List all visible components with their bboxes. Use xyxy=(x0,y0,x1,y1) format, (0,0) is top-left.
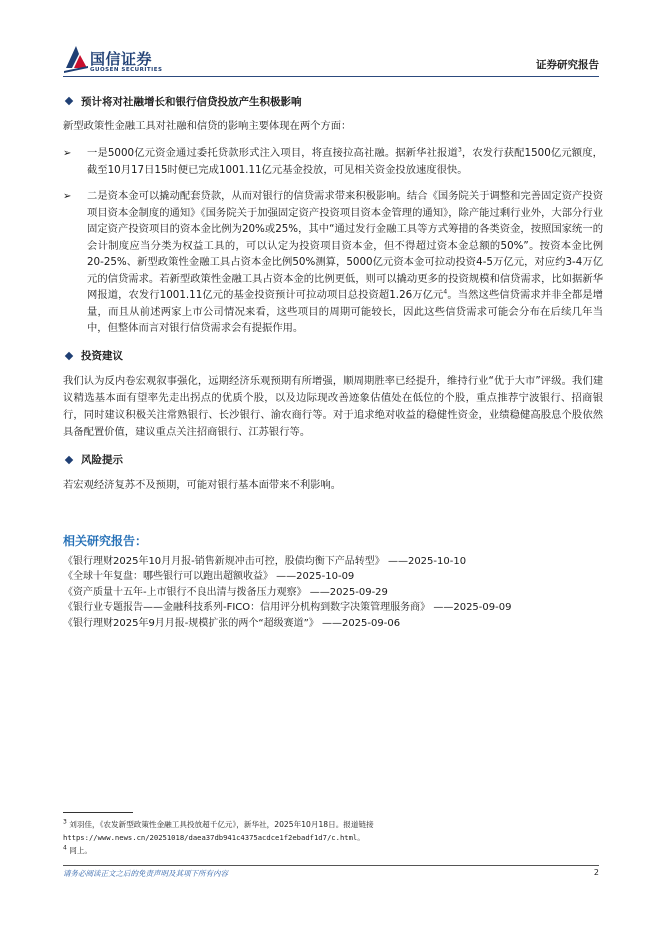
bullet-text: 二是资本金可以撬动配套贷款，从而对银行的信贷需求带来积极影响。结合《国务院关于调整和完善固定资产投资项目资本金制度的通知》《国务院关于加强固定资产投资项目资本金管理的通知》，除产能过剩行业外，大部分行业固定资产投资项目的资本金比例为20%或25%，其中“通过发行金融工具等方式筹措的各类资金，按照国家统一的会计制度应当分类为权益工具的，可以认定为投资项目资本金，但不得超过资本金总额的50%”。按资本金比例20-25%、新型政策性金融工具占资本金比例50%测算，5000亿元资本金可拉动投资4-5万亿元，对应约3-4万亿元的信贷需求。若新型政策性金融工具占资本金的比例更低，则可以撬动更多的投资规模和信贷需求，比如据新华网报道，农发行1001.11亿元的基金投资预计可拉动项目总投资超1.26万亿元$^4$。当然这些信贷需求并非全都是增量，而且从前述两家上市公司情况来看，这些项目的周期可能较长，因此这些信贷需求可能会分布在后续几年当中，但整体而言对银行信贷需求会有提振作用。 xyxy=(87,190,603,334)
related-reports-title: 相关研究报告： xyxy=(63,533,148,548)
related-report-link[interactable]: 《资产质量十五年-上市银行不良出清与拨备压力观察》 ——2025-09-29 xyxy=(63,586,388,598)
page-number: 2 xyxy=(593,868,599,877)
section-heading-impact xyxy=(63,92,603,110)
guosen-logo-icon xyxy=(63,42,89,74)
page-header xyxy=(0,0,662,82)
risk-warning-text: 若宏观经济复苏不及预期，可能对银行基本面带来不利影响。 xyxy=(63,478,342,491)
logo-text-cn: 国信证券 xyxy=(90,50,153,68)
list-item xyxy=(63,188,603,337)
investment-advice-text: 我们认为反内卷宏观叙事强化，远期经济乐观预期有所增强，顺周期胜率已经提升，维持行业“优于大市”评级。我们建议精选基本面有望率先走出拐点的优质个股，以及边际现改善迹象估值处在低位的个股，重点推荐宁波银行、招商银行，同时建议积极关注常熟银行、长沙银行、渝农商行等。对于追求绝对收益的稳健性资金，业绩稳健高股息个股依然具备配置价值，建议重点关注招商银行、江苏银行等。 xyxy=(63,374,603,438)
report-type-label: 证券研究报告 xyxy=(536,59,599,71)
section-heading-text: 投资建议 xyxy=(81,350,123,362)
footnote-url[interactable]: https://www.news.cn/20251018/daea37db941c4375acdce1f2ebadf1d7/c.html。 xyxy=(63,833,365,842)
footnote-4: $^4$ 同上。 xyxy=(63,844,93,855)
related-report-link[interactable]: 《银行理财2025年9月月报-规模扩张的两个“超级赛道”》 ——2025-09-06 xyxy=(63,617,401,629)
footnote-3: $^3$ 刘羽佳，《农发新型政策性金融工具投放超千亿元》，新华社，2025年10月18日。报道链接 xyxy=(63,818,374,829)
diamond-bullet-icon xyxy=(65,97,73,105)
section-heading-text: 风险提示 xyxy=(81,454,123,466)
related-report-link[interactable]: 《银行理财2025年10月月报-销售新规冲击可控，股债均衡下产品转型》 ——2025-10-10 xyxy=(63,555,467,567)
disclaimer-note: 请务必阅读正文之后的免责声明及其项下所有内容 xyxy=(63,869,228,878)
footnotes xyxy=(63,818,603,857)
related-report-link[interactable]: 《银行业专题报告——金融科技系列-FICO：信用评分机构到数字决策管理服务商》 ——2025-09-09 xyxy=(63,602,512,613)
diamond-bullet-icon xyxy=(65,455,73,463)
section-heading-risk xyxy=(63,451,603,469)
diamond-bullet-icon xyxy=(65,351,73,359)
section-heading-text: 预计将对社融增长和银行信贷投放产生积极影响 xyxy=(81,95,302,108)
related-report-link[interactable]: 《全球十年复盘：哪些银行可以跑出超额收益》 ——2025-10-09 xyxy=(63,571,355,582)
arrow-bullet-icon: ➢ xyxy=(63,148,72,159)
footnote-ref[interactable]: 3 xyxy=(457,146,462,154)
header-divider xyxy=(63,76,599,77)
section-heading-investment xyxy=(63,347,603,365)
logo-text-en: GUOSEN SECURITIES xyxy=(90,67,163,73)
arrow-bullet-icon: ➢ xyxy=(63,191,72,202)
related-reports-list xyxy=(63,554,603,632)
bullet-text: 一是5000亿元资金通过委托贷款形式注入项目，将直接拉高社融。据新华社报道$^3$，农发行获配1500亿元额度，截至10月17日15时便已完成1001.11亿元基金投放，可见相关资金投放速度很快。 xyxy=(87,146,603,176)
list-item xyxy=(63,145,603,178)
related-reports xyxy=(63,532,603,632)
section-intro: 新型政策性金融工具对社融和信贷的影响主要体现在两个方面： xyxy=(63,120,352,132)
footnote-divider xyxy=(63,812,133,813)
footnote-ref[interactable]: 4 xyxy=(443,288,448,296)
footer-divider xyxy=(63,865,599,866)
main-content xyxy=(63,92,603,631)
